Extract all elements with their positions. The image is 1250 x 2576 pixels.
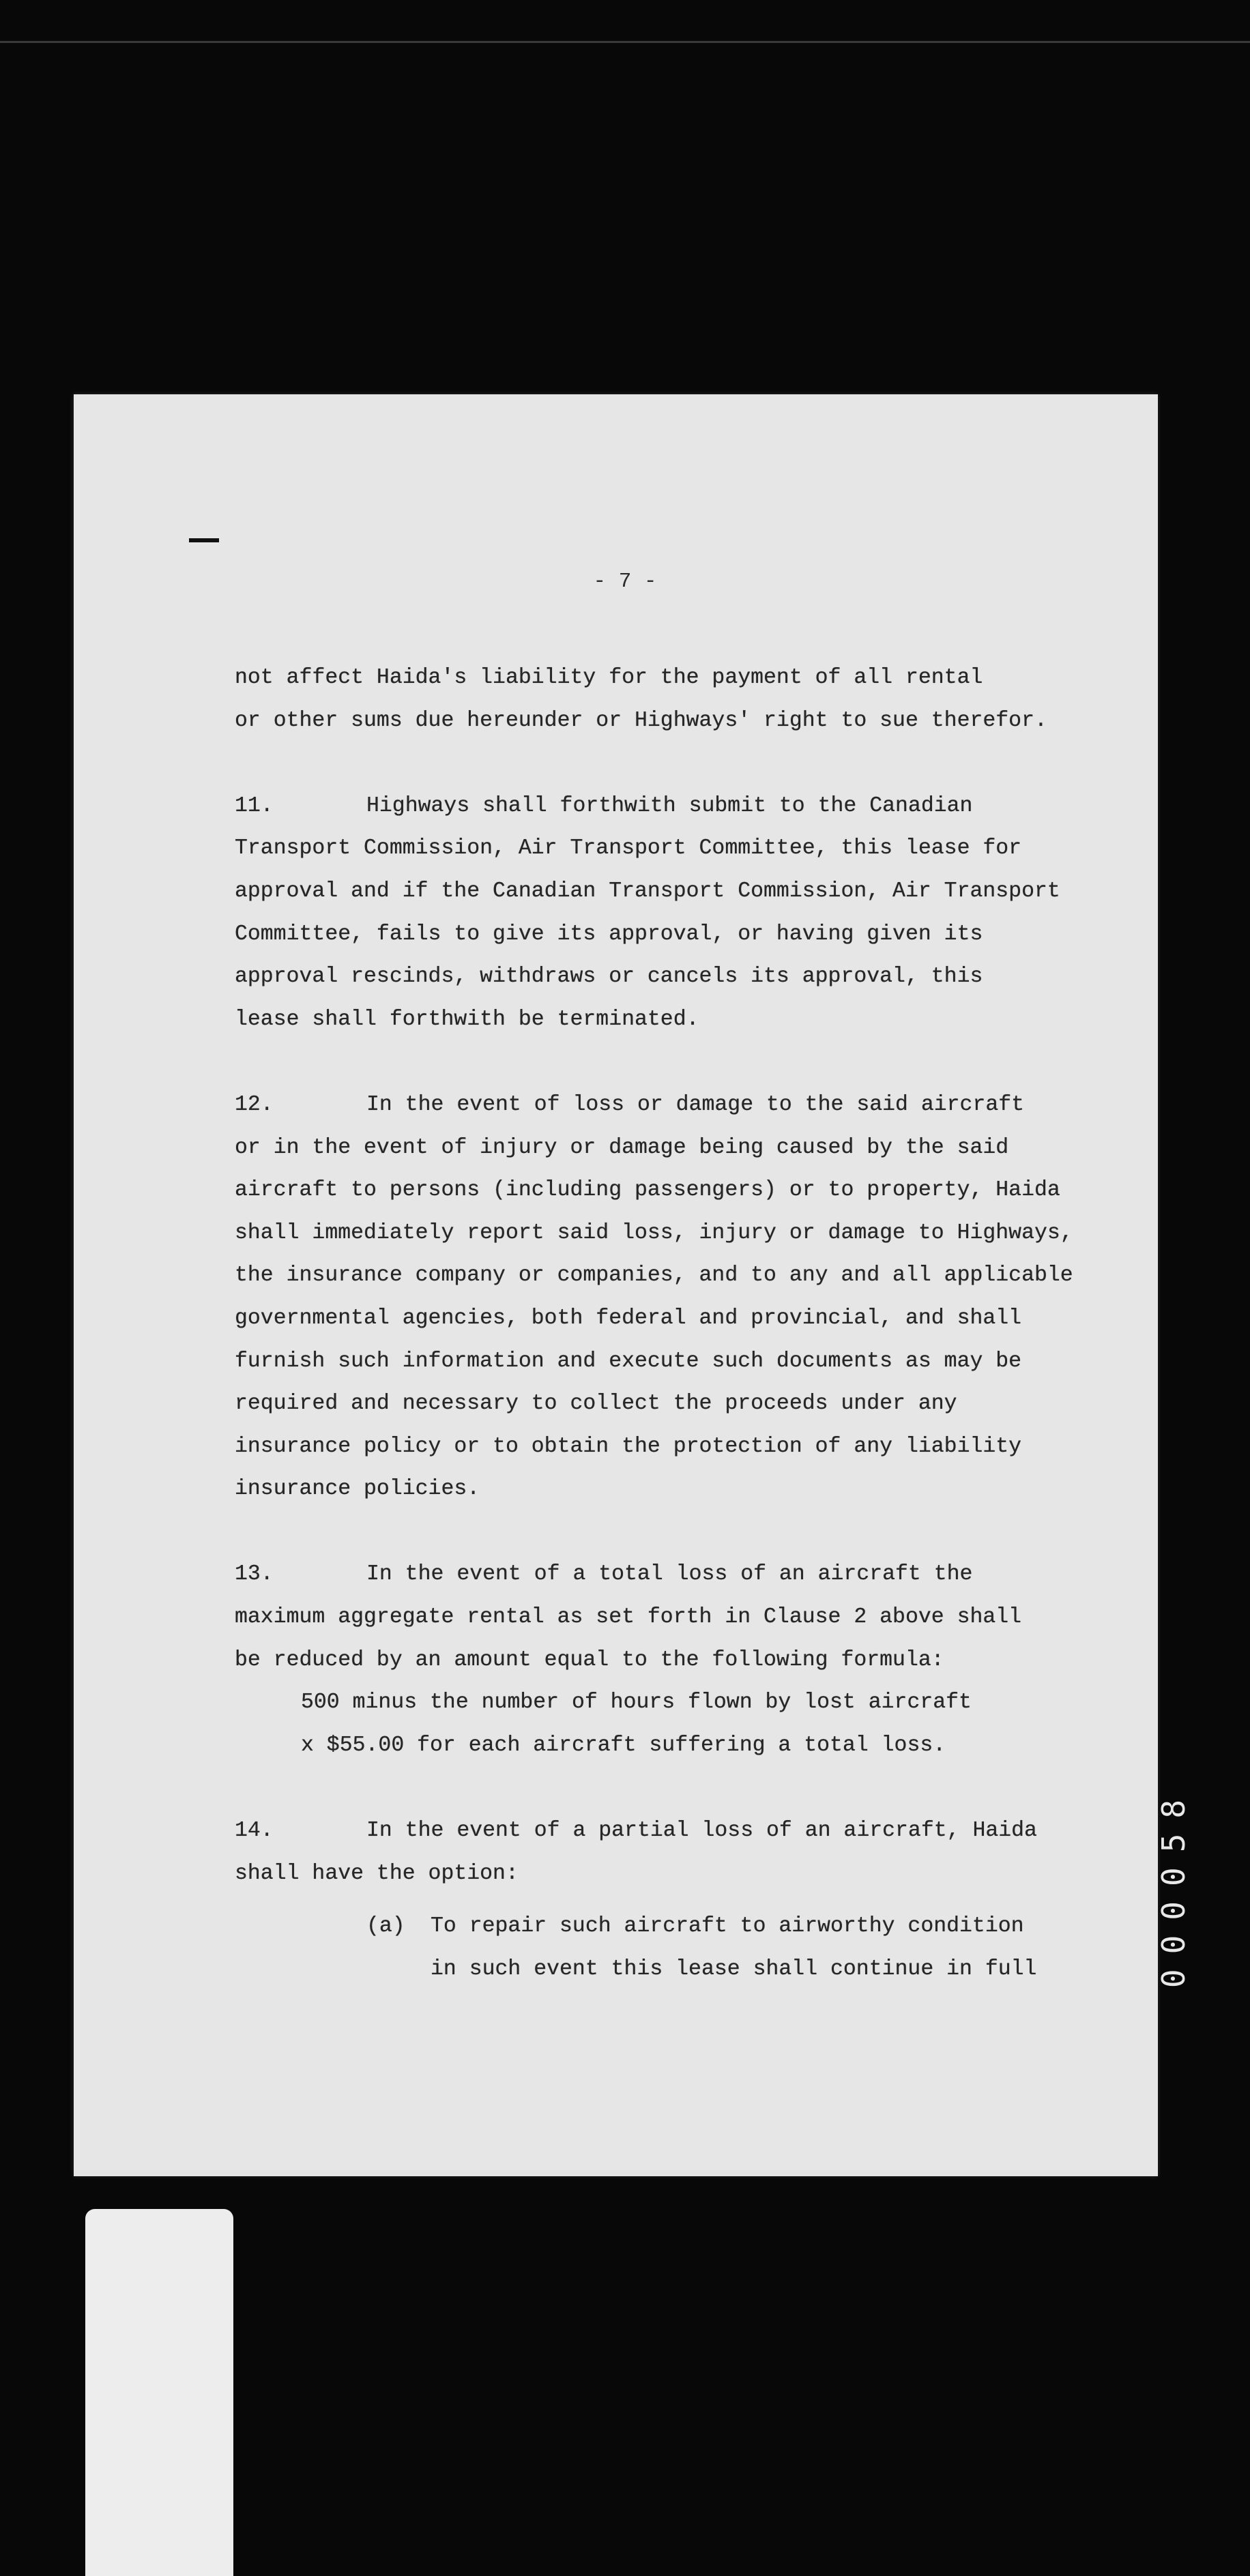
text-line: insurance policies. [235,1477,480,1502]
text-line: Committee, fails to give its approval, or having given its [235,922,983,946]
page-number: - 7 - [593,570,657,594]
film-leader-strip [85,2209,233,2576]
clause-14 [235,1810,1073,1853]
text-line: In the event of a partial loss of an aircraft, Haida [366,1819,1037,1843]
clause-12 [235,1084,1073,1127]
option-a [235,1905,1073,1948]
text-line: aircraft to persons (including passengers) or to property, Haida [235,1178,1060,1203]
text-line: To repair such aircraft to airworthy condition [431,1914,1024,1939]
text-line: or other sums due hereunder or Highways' right to sue therefor. [235,708,1047,733]
text-line: not affect Haida's liability for the payment of all rental [235,666,983,690]
text-line: maximum aggregate rental as set forth in Clause 2 above shall [235,1605,1022,1630]
clause-11 [235,785,1073,828]
text-line: be reduced by an amount equal to the following formula: [235,1648,944,1672]
text-line: insurance policy or to obtain the protection of any liability [235,1434,1022,1459]
text-line: Transport Commission, Air Transport Committee, this lease for [235,836,1022,861]
formula-line: 500 minus the number of hours flown by lost aircraft [301,1690,972,1715]
clause-13 [235,1553,1073,1596]
text-line: required and necessary to collect the proceeds under any [235,1392,957,1416]
text-line: In the event of a total loss of an aircraft the [366,1562,973,1587]
frame-number-stamp: 000058 [1155,1784,1192,1989]
text-line: approval rescinds, withdraws or cancels its approval, this [235,965,983,989]
document-body [235,657,1073,1991]
option-label: (a) [366,1914,405,1939]
formula-line: x $55.00 for each aircraft suffering a total loss. [301,1733,946,1757]
clause-number: 12. [235,1092,274,1117]
text-line: furnish such information and execute such documents as may be [235,1349,1022,1373]
text-line: governmental agencies, both federal and provincial, and shall [235,1306,1022,1330]
clause-number: 11. [235,793,274,818]
text-line: in such event this lease shall continue in full [431,1957,1037,1981]
text-line: Highways shall forthwith submit to the Canadian [366,793,973,818]
film-edge-line [0,41,1250,43]
text-line: or in the event of injury or damage being caused by the said [235,1135,1009,1160]
text-line: shall have the option: [235,1861,519,1886]
margin-mark [189,538,219,542]
text-line: In the event of loss or damage to the said aircraft [366,1092,1025,1117]
clause-number: 14. [235,1819,274,1843]
text-line: lease shall forthwith be terminated. [235,1007,699,1031]
text-line: approval and if the Canadian Transport Commission, Air Transport [235,879,1060,903]
clause-number: 13. [235,1562,274,1587]
text-line: shall immediately report said loss, injury or damage to Highways, [235,1220,1073,1245]
text-line: the insurance company or companies, and to any and all applicable [235,1263,1073,1288]
